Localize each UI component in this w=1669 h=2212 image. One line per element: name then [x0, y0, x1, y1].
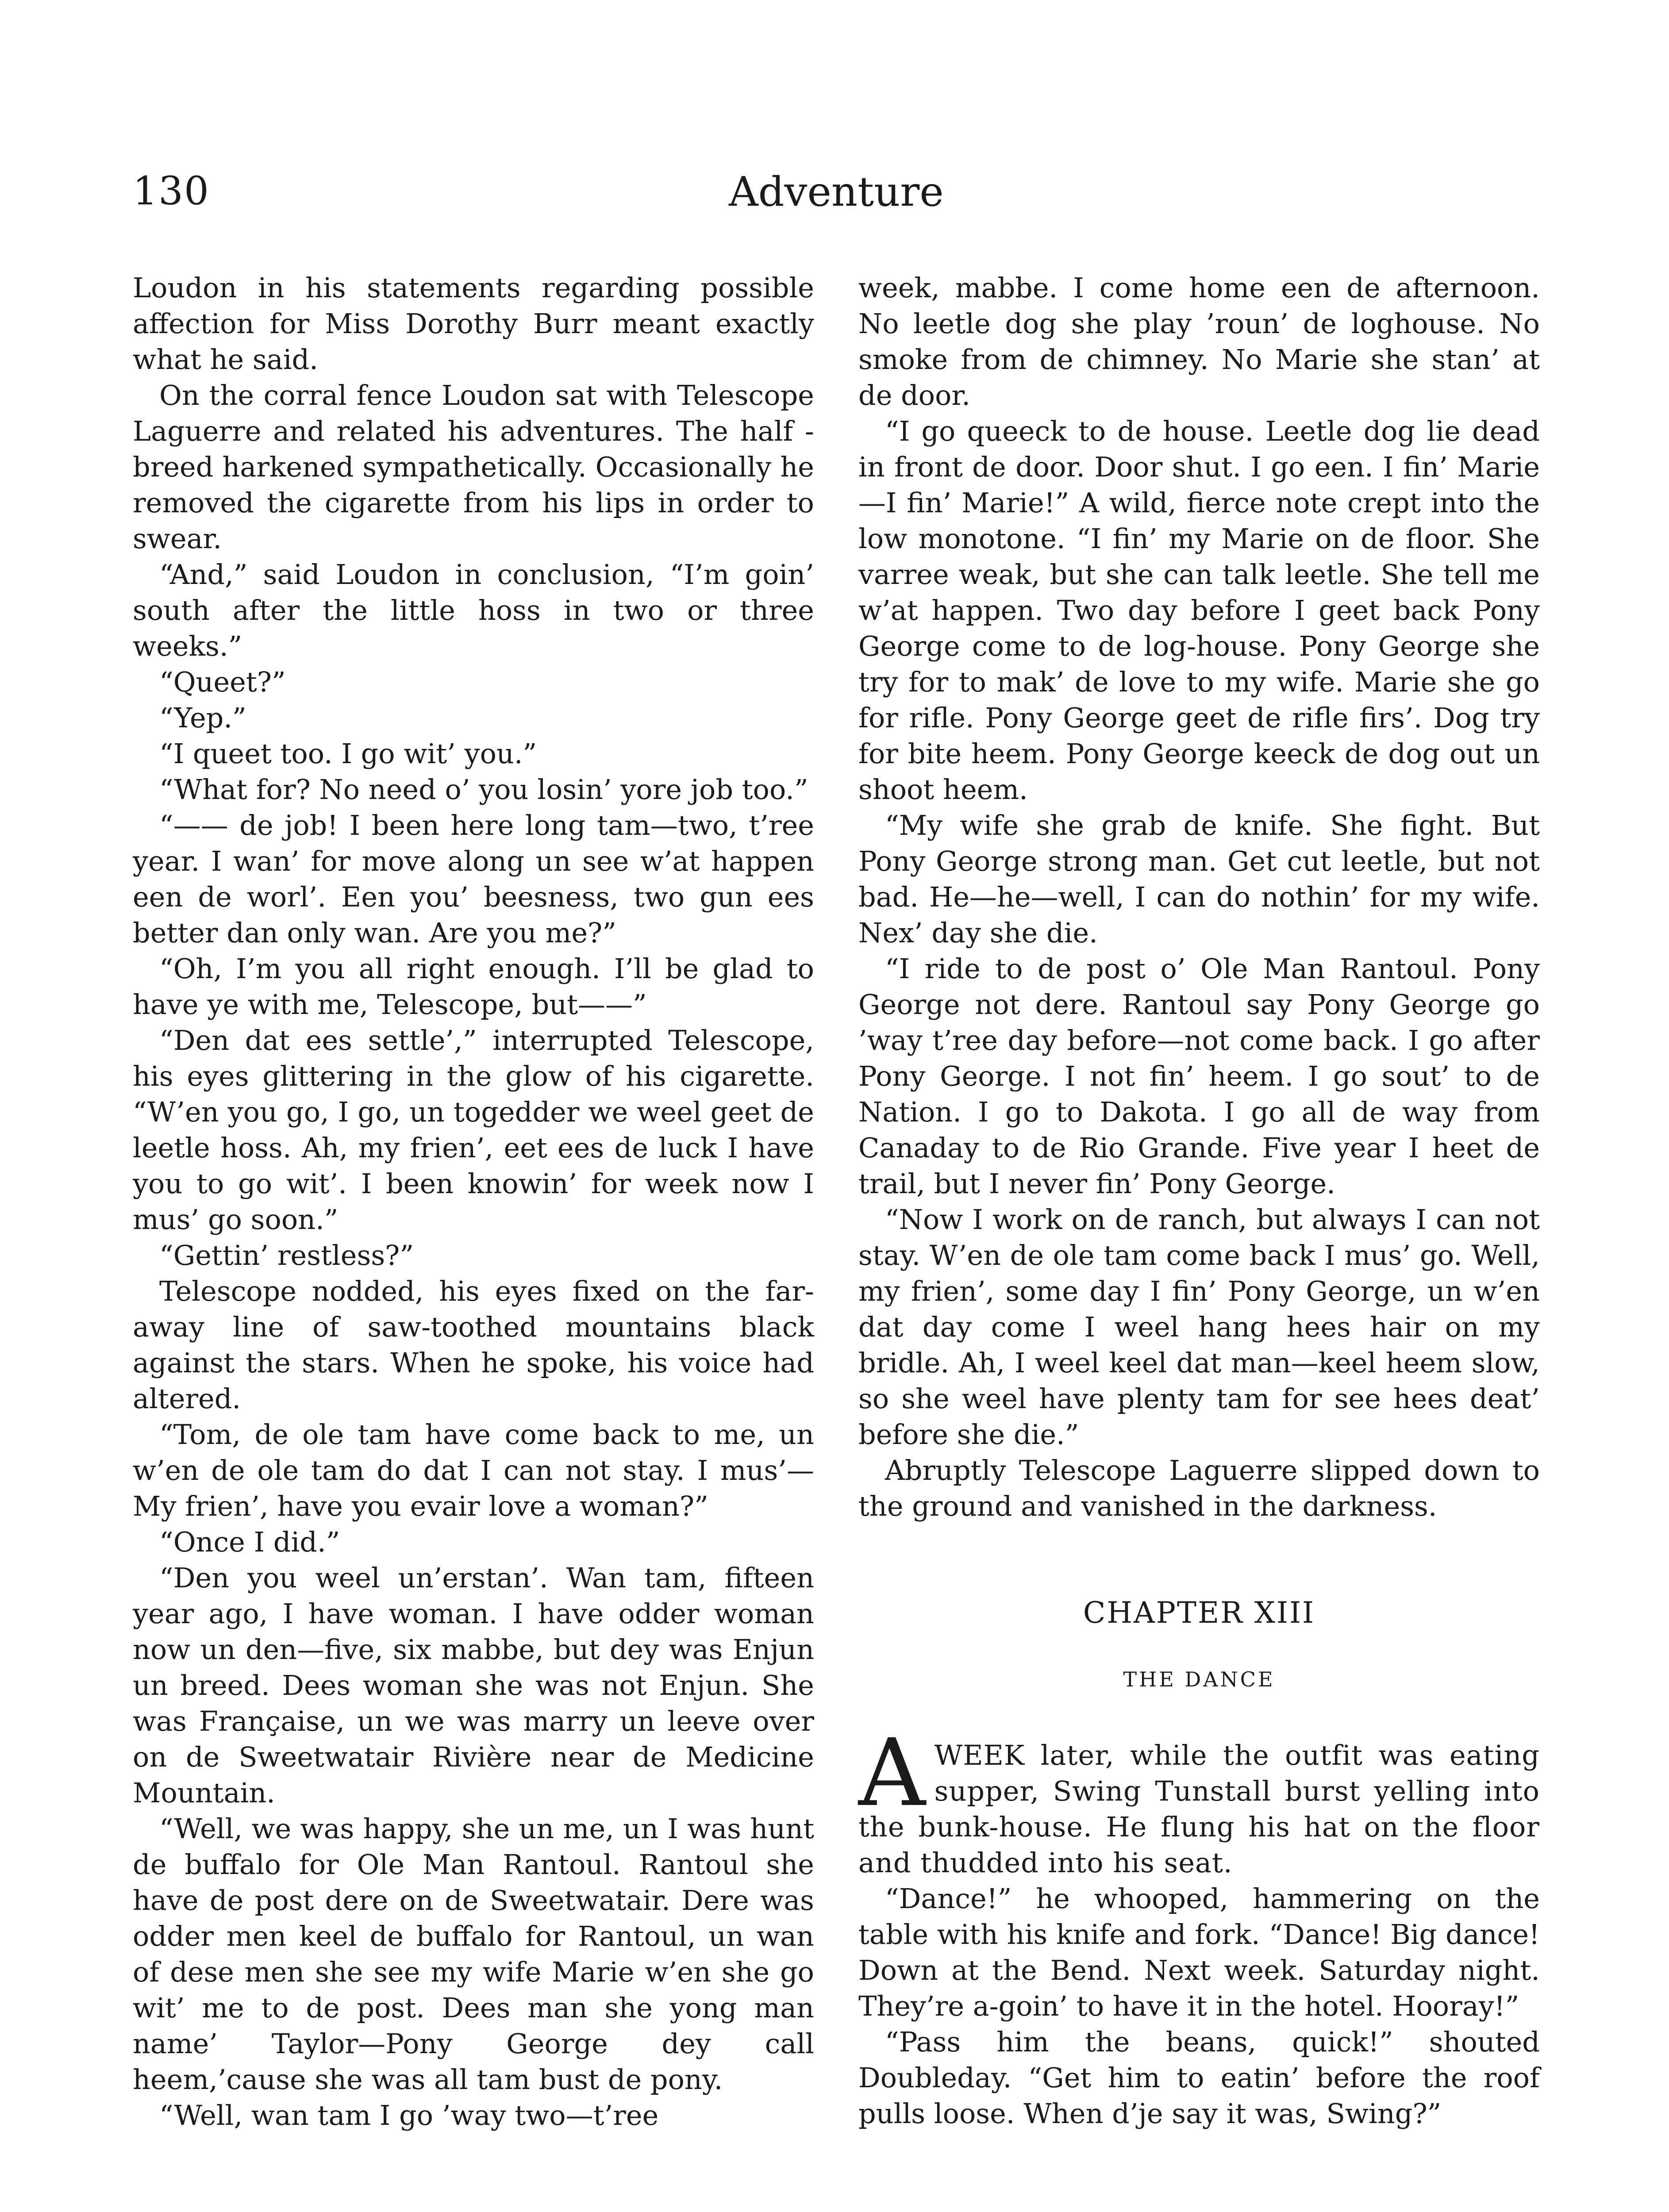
paragraph: “What for? No need o’ you losin’ yore job too.”: [159, 773, 808, 806]
right-column: [858, 270, 1540, 2133]
paragraph: “Gettin’ restless?”: [159, 1239, 414, 1271]
chapter-opening-paragraph: [858, 1719, 1540, 1881]
paragraph: “—— de job! I been here long tam—two, t’ree year. I wan’ for move along un see w’at happen een de worl’. Een you’ beesness, two gun ees better dan only wan. Are you me?”: [133, 809, 814, 949]
paragraph: On the corral fence Loudon sat with Telescope Laguerre and related his adventures. The half - breed harkened sympathetically. Occasionally he removed the cigarette from his lips in order to swear.: [133, 379, 814, 555]
paragraph: “Well, we was happy, she un me, un I was hunt de buffalo for Ole Man Rantoul. Rantoul she have de post dere on de Sweetwatair. Dere was odder men keel de buffalo for Rantoul, un wan of dese men she see my wife Marie w’en she go wit’ me to de post. Dees man she yong man name’ Taylor—Pony George dey call heem,’cause she was all tam bust de pony.: [133, 1813, 814, 2096]
paragraph: Loudon in his statements regarding possible affection for Miss Dorothy Burr meant exactly what he said.: [133, 272, 814, 376]
paragraph: “Den you weel un’erstan’. Wan tam, fifteen year ago, I have woman. I have odder woman now un den—five, six mabbe, but dey was Enjun un breed. Dees woman she was not Enjun. She was Française, un we was marry un leeve over on de Sweetwatair Rivière near de Medicine Mountain.: [133, 1562, 814, 1809]
paragraph: Abruptly Telescope Laguerre slipped down to the ground and vanished in the darkness.: [858, 1454, 1540, 1522]
paragraph: “I go queeck to de house. Leetle dog lie dead in front de door. Door shut. I go een. I fin’ Marie—I fin’ Marie!” A wild, fierce note crept into the low monotone. “I fin’ my Marie on de floor. She varree weak, but she can talk leetle. She tell me w’at happen. Two day before I geet back Pony George come to de log-house. Pony George she try for to mak’ de love to my wife. Marie she go for rifle. Pony George geet de rifle firs’. Dog try for bite heem. Pony George keeck de dog out un shoot heem.: [858, 415, 1540, 806]
paragraph: week, mabbe. I come home een de afternoon. No leetle dog she play ’roun’ de loghouse. No smoke from de chimney. No Marie she stan’ at de door.: [858, 272, 1540, 411]
opening-text: WEEK later, while the outfit was eating supper, Swing Tunstall burst yelling into the bunk-house. He flung his hat on the floor and thudded into his seat.: [858, 1739, 1540, 1879]
paragraph: “Den dat ees settle’,” interrupted Telescope, his eyes glittering in the glow of his cigarette. “W’en you go, I go, un togedder we weel geet de leetle hoss. Ah, my frien’, eet ees de luck I have you to go wit’. I been knowin’ for week now I mus’ go soon.”: [133, 1024, 814, 1236]
paragraph: “Now I work on de ranch, but always I can not stay. W’en de ole tam come back I mus’ go. Well, my frien’, some day I fin’ Pony George, un w’en dat day come I weel hang hees hair on my bridle. Ah, I weel keel dat man—keel heem slow, so she weel have plenty tam for see hees deat’ before she die.”: [858, 1203, 1540, 1451]
paragraph: “Yep.”: [159, 702, 246, 734]
paragraph: “Tom, de ole tam have come back to me, un w’en de ole tam do dat I can not stay. I mus’—My frien’, have you evair love a woman?”: [133, 1418, 814, 1522]
page-number: 130: [133, 168, 210, 214]
paragraph: “I ride to de post o’ Ole Man Rantoul. Pony George not dere. Rantoul say Pony George go ’way t’ree day before—not come back. I go after Pony George. I not fin’ heem. I go sout’ to de Nation. I go to Dakota. I go all de way from Canaday to de Rio Grande. Five year I heet de trail, but I never fin’ Pony George.: [858, 952, 1540, 1200]
paragraph: “Oh, I’m you all right enough. I’ll be glad to have ye with me, Telescope, but——”: [133, 952, 814, 1021]
drop-cap: A: [858, 1719, 926, 1827]
paragraph: “And,” said Loudon in conclusion, “I’m goin’ south after the little hoss in two or three weeks.”: [133, 558, 814, 662]
paragraph: Telescope nodded, his eyes fixed on the far-away line of saw-toothed mountains black against the stars. When he spoke, his voice had altered.: [133, 1275, 814, 1415]
paragraph: “Well, wan tam I go ’way two—t’ree: [159, 2099, 659, 2131]
chapter-subtitle: THE DANCE: [1123, 1667, 1275, 1691]
paragraph: “My wife she grab de knife. She fight. But Pony George strong man. Get cut leetle, but not bad. He—he—well, I can do nothin’ for my wife. Nex’ day she die.: [858, 809, 1540, 949]
paragraph: “Queet?”: [159, 666, 286, 698]
chapter-title: CHAPTER XIII: [1083, 1596, 1315, 1630]
text-columns: [133, 270, 1540, 2133]
chapter-heading: [858, 1595, 1540, 1697]
paragraph: “Pass him the beans, quick!” shouted Doubleday. “Get him to eatin’ before the roof pulls loose. When d’je say it was, Swing?”: [858, 2026, 1540, 2130]
running-title: Adventure: [729, 168, 944, 215]
page-header: [133, 159, 1540, 230]
book-page: [133, 159, 1540, 2212]
paragraph: “Dance!” he whooped, hammering on the table with his knife and fork. “Dance! Big dance! Down at the Bend. Next week. Saturday night. They’re a-goin’ to have it in the hotel. Hooray!”: [858, 1882, 1540, 2022]
paragraph: “I queet too. I go wit’ you.”: [159, 737, 537, 770]
paragraph: “Once I did.”: [159, 1526, 340, 1558]
left-column: [133, 270, 814, 2133]
